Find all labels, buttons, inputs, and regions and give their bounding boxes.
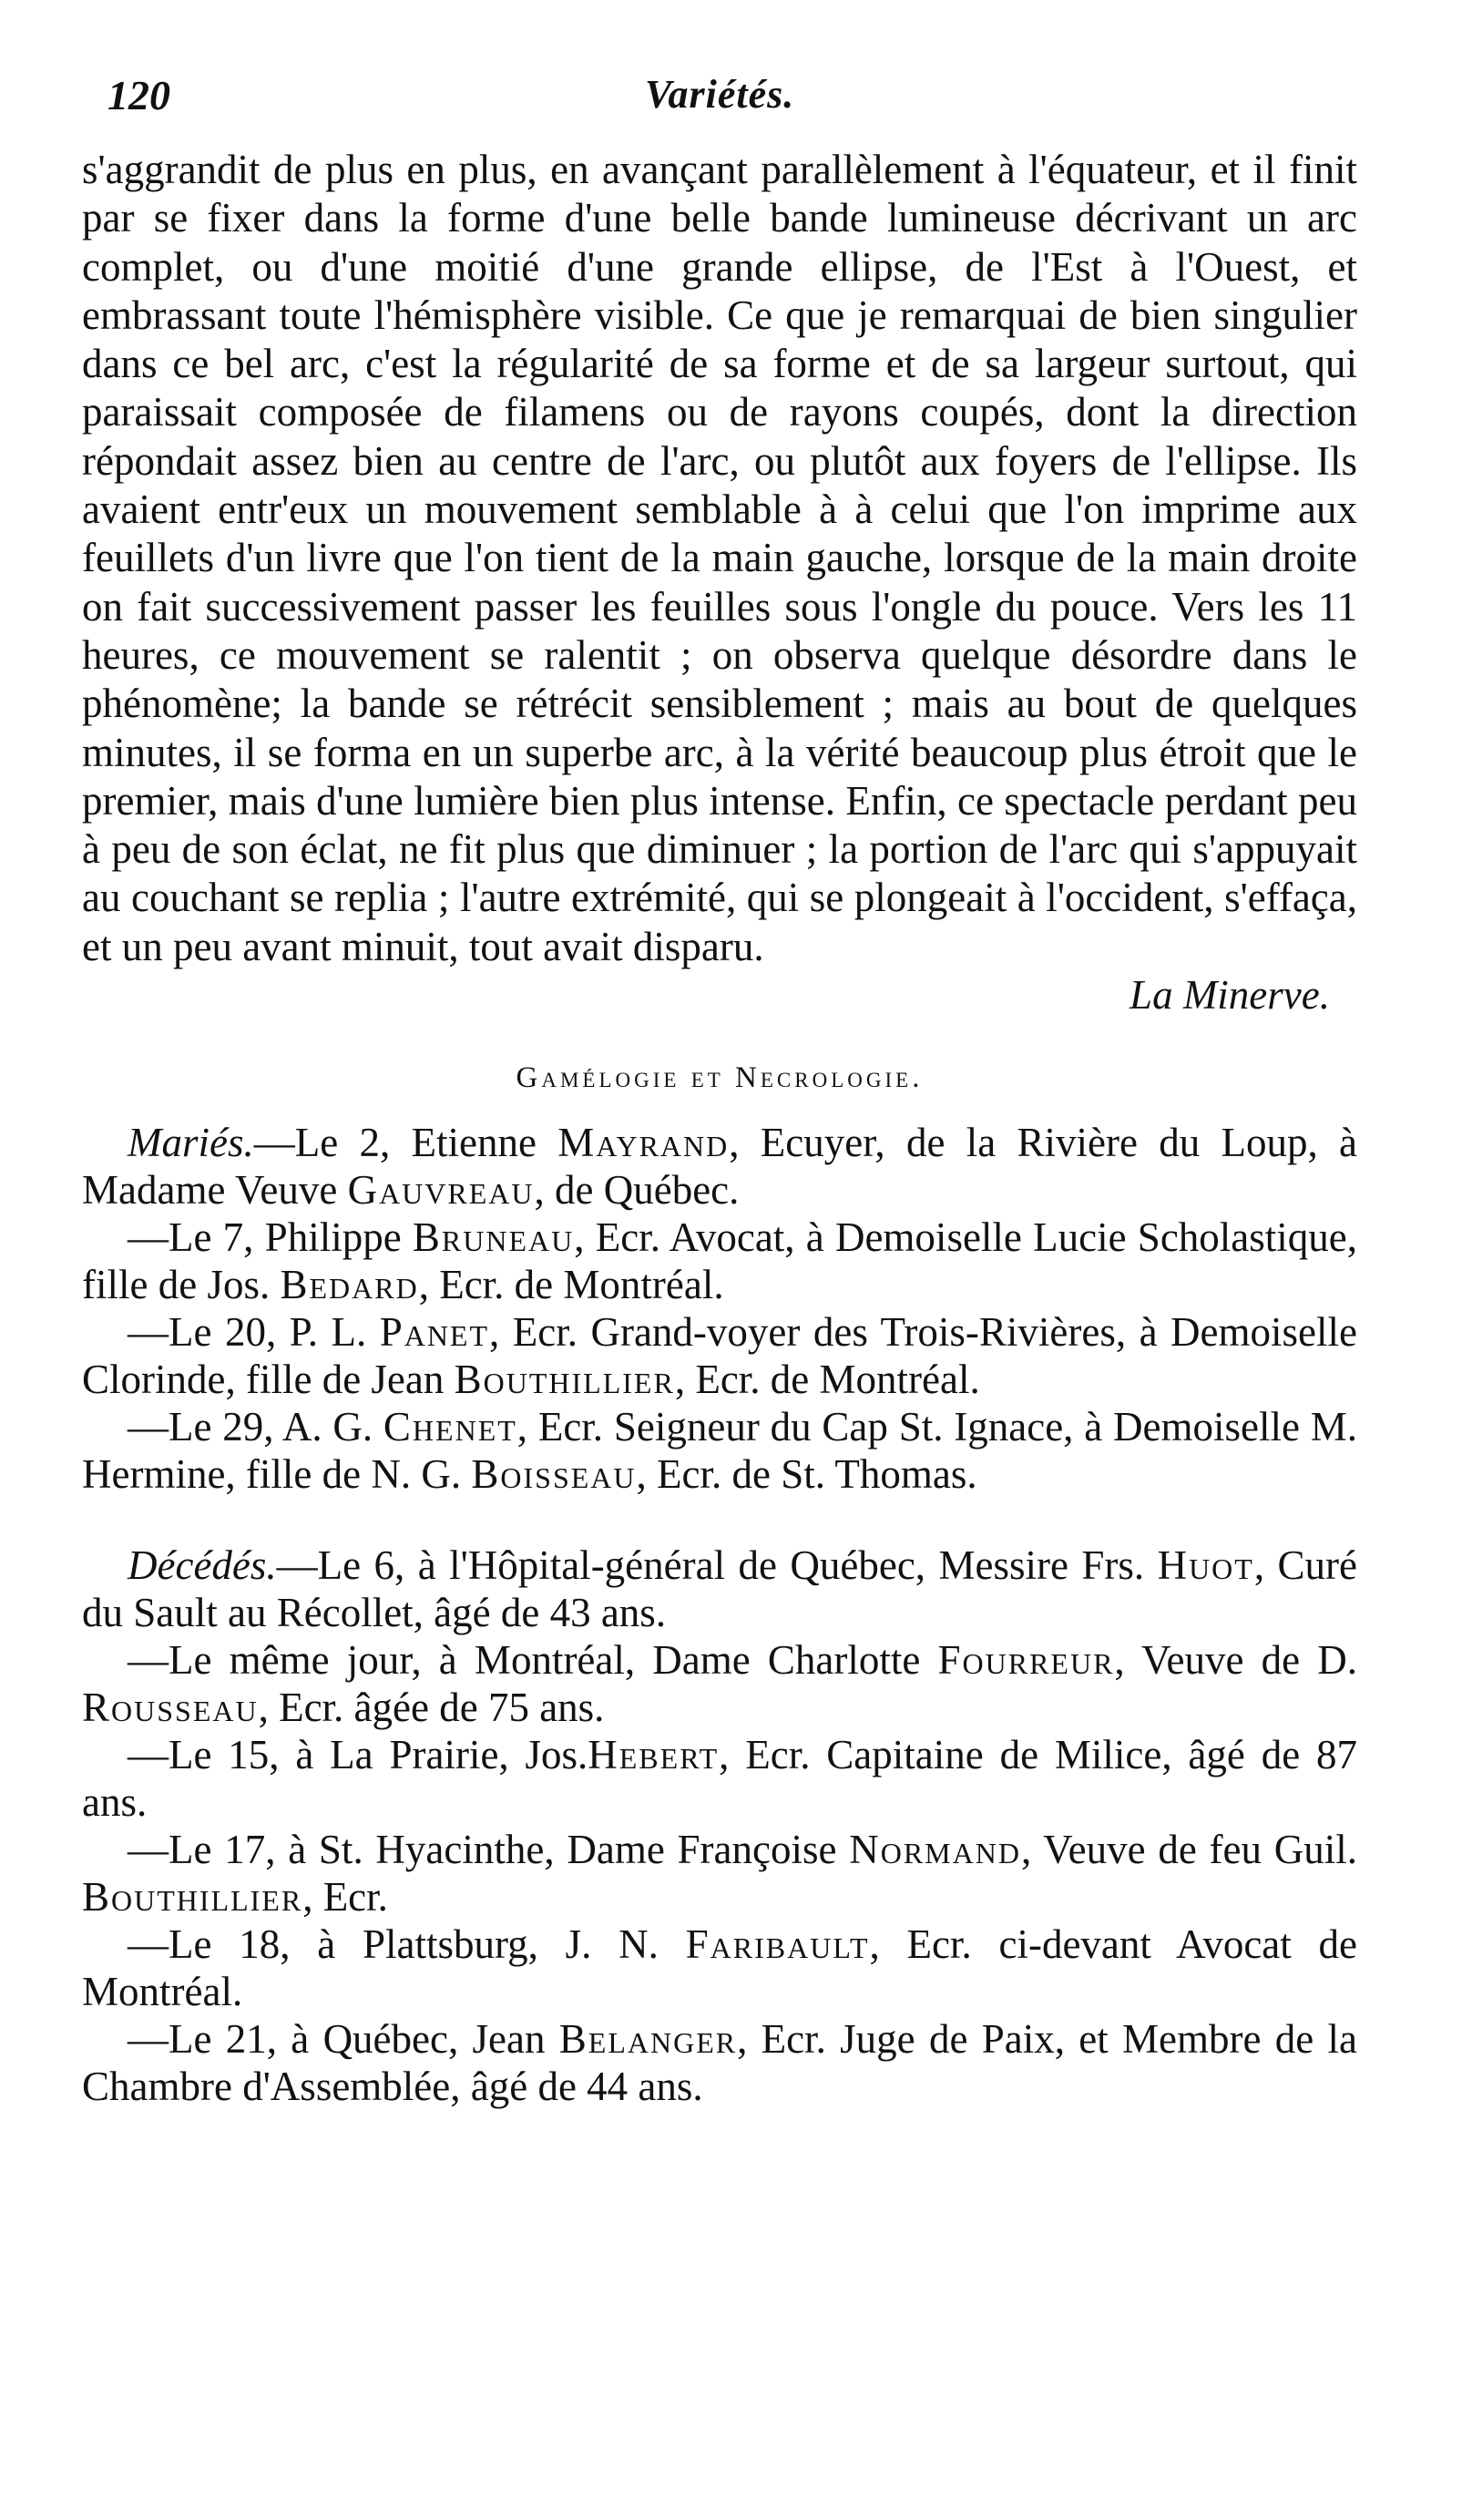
person-name: Gauvreau — [347, 1167, 535, 1214]
entry-text: , Ecr. Juge de Paix, et Membre de la Chambre d'Assemblée, âgé de 44 ans. — [82, 2016, 1358, 2110]
running-head: Variétés. — [645, 72, 795, 117]
deaths-label: Décédés. — [128, 1542, 277, 1589]
person-name: Bouthillier — [454, 1357, 675, 1403]
marriage-entry — [82, 1119, 1357, 1214]
section-gap — [82, 1498, 1357, 1542]
entry-text: —Le 15, à La Prairie, Jos. — [128, 1732, 588, 1778]
entry-text: —Le 18, à Plattsburg, J. N. — [128, 1921, 686, 1968]
marriage-entry — [82, 1403, 1357, 1498]
person-name: Huot — [1157, 1542, 1254, 1589]
death-entry — [82, 1542, 1357, 1636]
marriage-entry — [82, 1308, 1357, 1403]
page-header — [107, 71, 1365, 126]
person-name: Panet — [379, 1309, 490, 1356]
section-heading: Gamélogie et Necrologie. — [516, 1061, 924, 1095]
entry-text: , de Québec. — [534, 1167, 740, 1214]
person-name: Bruneau — [412, 1214, 575, 1261]
entry-text: , Ecr. âgée de 75 ans. — [258, 1685, 605, 1731]
marriages-label: Mariés. — [128, 1120, 254, 1166]
entry-text: , Ecr. Seigneur du Cap St. Ignace, à Demoiselle M. Hermine, fille de N. G. — [82, 1404, 1357, 1498]
marriage-entry — [82, 1214, 1357, 1308]
entry-text: —Le 20, P. L. — [128, 1309, 380, 1356]
entry-text: , Ecr. de Montréal. — [674, 1357, 980, 1403]
entry-text: , Ecr. Capitaine de Milice, âgé de 87 ans. — [82, 1732, 1357, 1826]
death-entry — [82, 1826, 1357, 1921]
entry-text: , Ecr. de St. Thomas. — [636, 1451, 977, 1498]
entry-text: , Veuve de feu Guil. — [1020, 1827, 1357, 1873]
death-entry — [82, 1731, 1357, 1826]
person-name: Rousseau — [82, 1685, 259, 1731]
entry-text: —Le 17, à St. Hyacinthe, Dame Françoise — [128, 1827, 850, 1873]
entry-text: —Le 6, à l'Hôpital-général de Québec, Messire Frs. — [276, 1542, 1158, 1589]
entry-text: —Le 2, Etienne — [253, 1120, 558, 1166]
entry-text: —Le 29, A. G. — [128, 1404, 383, 1450]
entry-text: , Ecr. ci-devant Avocat de Montréal. — [82, 1921, 1357, 2015]
person-name: Mayrand — [557, 1120, 730, 1166]
person-name: Belanger — [558, 2016, 738, 2063]
death-entry — [82, 2015, 1357, 2110]
page-body — [82, 146, 1357, 2110]
person-name: Bouthillier — [82, 1874, 303, 1921]
entry-text: , Ecr. de Montréal. — [418, 1262, 724, 1308]
person-name: Fourreur — [937, 1637, 1115, 1684]
entry-text: , Ecr. — [302, 1874, 388, 1921]
entry-text: —Le 21, à Québec, Jean — [128, 2016, 559, 2063]
entry-text: , Curé du Sault au Récollet, âgé de 43 ans. — [82, 1542, 1357, 1636]
article-signature: La Minerve. — [1130, 972, 1330, 1019]
entry-text: , Ecr. Grand-voyer des Trois-Rivières, à Demoiselle Clorinde, fille de Jean — [82, 1309, 1357, 1403]
death-entry — [82, 1636, 1357, 1731]
entry-text: , Ecuyer, de la Rivière du Loup, à Madame Veuve — [82, 1120, 1358, 1214]
entry-text: —Le 7, Philippe — [128, 1214, 413, 1261]
person-name: Chenet — [383, 1404, 517, 1450]
page-number: 120 — [107, 72, 170, 118]
entry-text: , Ecr. Avocat, à Demoiselle Lucie Scholastique, fille de Jos. — [82, 1214, 1358, 1308]
death-entry — [82, 1921, 1357, 2015]
article-paragraph: s'aggrandit de plus en plus, en avançant parallèlement à l'équateur, et il finit par se fixer dans la forme d'une belle bande lumineuse décrivant un arc complet, ou d'une moitié d'une grande ellipse, de l'Est à l'Ouest, et embrassant toute l'hémisphère visible. Ce que je remarquai de bien singulier dans ce bel arc, c'est la régularité de sa forme et de sa largeur surtout, qui paraissait composée de filamens ou de rayons coupés, dont la direction répondait assez bien au centre de l'arc, ou plutôt aux foyers de l'ellipse. Ils avaient entr'eux un mouvement semblable à à celui que l'on imprime aux feuillets d'un livre que l'on tient de la main gauche, lorsque de la main droite on fait successivement passer les feuilles sous l'ongle du pouce. Vers les 11 heures, ce mouvement se ralentit ; on observa quelque désordre dans le phénomène; la bande se rétrécit sensiblement ; mais au bout de quelques minutes, il se forma en un superbe arc, à la vérité beaucoup plus étroit que le premier, mais d'une lumière bien plus intense. Enfin, ce spectacle perdant peu à peu de son éclat, ne fit plus que diminuer ; la portion de l'arc qui s'appuyait au couchant se replia ; l'autre extrémité, qui se plongeait à l'occident, s'effaça, et un peu avant minuit, tout avait disparu. — [82, 147, 1357, 969]
person-name: Boisseau — [471, 1451, 637, 1498]
person-name: Bedard — [280, 1262, 419, 1308]
person-name: Faribault — [685, 1921, 870, 1968]
person-name: Hebert — [588, 1732, 720, 1778]
person-name: Normand — [849, 1827, 1021, 1873]
entry-text: , Veuve de D. — [1114, 1637, 1357, 1684]
entry-text: —Le même jour, à Montréal, Dame Charlotte — [128, 1637, 938, 1684]
